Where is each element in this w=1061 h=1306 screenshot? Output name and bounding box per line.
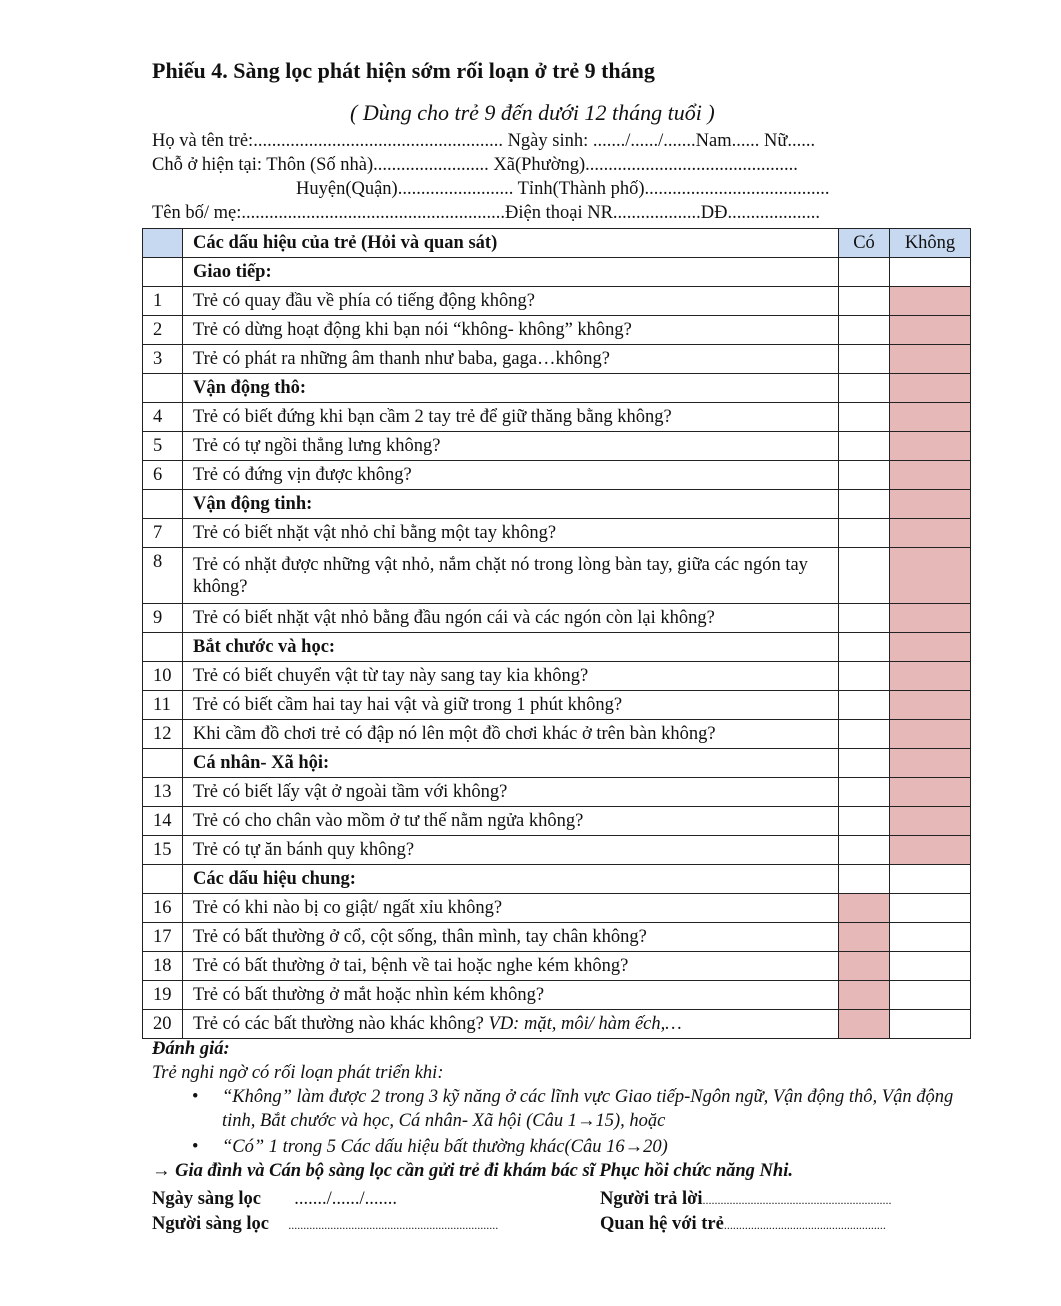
row-question-example: VD: mặt, môi/ hàm ếch,… bbox=[483, 1014, 682, 1034]
header-question: Các dấu hiệu của trẻ (Hỏi và quan sát) bbox=[183, 229, 839, 258]
criteria-text: “Không” làm được 2 trong 3 kỹ năng ở các lĩnh vực Giao tiếp-Ngôn ngữ, Vận động thô, Vận động tinh, Bắt chước và học, Cá nhân- Xã hội (Câu 1→15), hoặc bbox=[222, 1087, 954, 1131]
respondent bbox=[600, 1187, 892, 1212]
district-line[interactable]: Huyện(Quận)......................... Tỉnh(Thành phố)........................................ bbox=[296, 179, 830, 199]
row-question: Trẻ có dừng hoạt động khi bạn nói “không- không” không? bbox=[183, 316, 839, 345]
table-row bbox=[143, 461, 971, 490]
answer-no-cell[interactable] bbox=[890, 461, 971, 490]
row-number: 8 bbox=[143, 548, 183, 604]
answer-no-cell[interactable] bbox=[890, 548, 971, 604]
answer-no-cell[interactable] bbox=[890, 1010, 971, 1039]
category-van-dong-tho: Vận động thô: bbox=[183, 374, 839, 403]
row-question bbox=[183, 1010, 839, 1039]
table-row bbox=[143, 807, 971, 836]
answer-yes-cell[interactable] bbox=[839, 981, 890, 1010]
answer-yes-cell[interactable] bbox=[839, 519, 890, 548]
category-row bbox=[143, 749, 971, 778]
answer-yes-cell[interactable] bbox=[839, 1010, 890, 1039]
answer-no-cell[interactable] bbox=[890, 519, 971, 548]
answer-yes-cell[interactable] bbox=[839, 548, 890, 604]
parent-line[interactable]: Tên bố/ mẹ:.........................................................Điện thoại NR...................DĐ.................... bbox=[152, 203, 821, 223]
table-row bbox=[143, 952, 971, 981]
criteria-item bbox=[192, 1135, 972, 1159]
answer-yes-cell[interactable] bbox=[839, 604, 890, 633]
answer-yes-cell[interactable] bbox=[839, 287, 890, 316]
answer-no-cell[interactable] bbox=[890, 836, 971, 865]
answer-no-cell[interactable] bbox=[890, 287, 971, 316]
row-question: Trẻ có bất thường ở cổ, cột sống, thân mình, tay chân không? bbox=[183, 923, 839, 952]
criteria-item bbox=[192, 1085, 972, 1133]
answer-yes-cell[interactable] bbox=[839, 662, 890, 691]
row-number: 3 bbox=[143, 345, 183, 374]
table-row bbox=[143, 316, 971, 345]
screening-table bbox=[142, 228, 971, 1039]
answer-yes-cell[interactable] bbox=[839, 316, 890, 345]
screening-date-field[interactable]: ......./....../....... bbox=[294, 1189, 397, 1209]
screening-date-label: Ngày sàng lọc bbox=[152, 1189, 261, 1209]
row-number: 15 bbox=[143, 836, 183, 865]
respondent-label: Người trả lời bbox=[600, 1189, 703, 1209]
answer-yes-cell[interactable] bbox=[839, 403, 890, 432]
table-row bbox=[143, 981, 971, 1010]
row-question: Trẻ có biết chuyển vật từ tay này sang tay kia không? bbox=[183, 662, 839, 691]
category-row bbox=[143, 490, 971, 519]
screener bbox=[152, 1212, 498, 1237]
row-number: 2 bbox=[143, 316, 183, 345]
answer-no-cell[interactable] bbox=[890, 894, 971, 923]
category-row bbox=[143, 258, 971, 287]
answer-no-cell[interactable] bbox=[890, 662, 971, 691]
relation-label: Quan hệ với trẻ bbox=[600, 1214, 724, 1234]
answer-no-cell[interactable] bbox=[890, 807, 971, 836]
answer-yes-cell[interactable] bbox=[839, 952, 890, 981]
table-row bbox=[143, 432, 971, 461]
table-row bbox=[143, 778, 971, 807]
table-row bbox=[143, 923, 971, 952]
row-number: 4 bbox=[143, 403, 183, 432]
respondent-field[interactable]: ............................................................... bbox=[702, 1193, 892, 1207]
table-row bbox=[143, 403, 971, 432]
table-row bbox=[143, 894, 971, 923]
header-number-cell bbox=[143, 229, 183, 258]
category-ca-nhan: Cá nhân- Xã hội: bbox=[183, 749, 839, 778]
answer-yes-cell[interactable] bbox=[839, 720, 890, 749]
table-row bbox=[143, 519, 971, 548]
relation-field[interactable]: ...................................................... bbox=[723, 1218, 886, 1232]
category-van-dong-tinh: Vận động tinh: bbox=[183, 490, 839, 519]
row-number: 17 bbox=[143, 923, 183, 952]
table-row bbox=[143, 287, 971, 316]
screening-date bbox=[152, 1187, 397, 1211]
answer-yes-cell[interactable] bbox=[839, 778, 890, 807]
screener-label: Người sàng lọc bbox=[152, 1214, 269, 1234]
row-question: Trẻ có tự ăn bánh quy không? bbox=[183, 836, 839, 865]
child-info-line[interactable]: Họ và tên trẻ:...................................................... Ngày sinh: ......./....../.......Nam...... Nữ...... bbox=[152, 131, 816, 151]
row-question: Trẻ có biết nhặt vật nhỏ bằng đầu ngón cái và các ngón còn lại không? bbox=[183, 604, 839, 633]
relation bbox=[600, 1212, 886, 1237]
answer-no-cell[interactable] bbox=[890, 981, 971, 1010]
answer-yes-cell[interactable] bbox=[839, 836, 890, 865]
row-number: 14 bbox=[143, 807, 183, 836]
row-question-text: Trẻ có các bất thường nào khác không? bbox=[193, 1014, 484, 1034]
row-question: Trẻ có biết nhặt vật nhỏ chỉ bằng một tay không? bbox=[183, 519, 839, 548]
row-number: 20 bbox=[143, 1010, 183, 1039]
answer-no-cell[interactable] bbox=[890, 345, 971, 374]
row-number: 16 bbox=[143, 894, 183, 923]
row-question: Trẻ có phát ra những âm thanh như baba, gaga…không? bbox=[183, 345, 839, 374]
row-question: Trẻ có cho chân vào mồm ở tư thế nằm ngửa không? bbox=[183, 807, 839, 836]
table-row bbox=[143, 548, 971, 604]
row-number: 10 bbox=[143, 662, 183, 691]
row-number: 1 bbox=[143, 287, 183, 316]
criteria-text: “Có” 1 trong 5 Các dấu hiệu bất thường khác(Câu 16→20) bbox=[222, 1137, 668, 1157]
answer-yes-cell[interactable] bbox=[839, 894, 890, 923]
screener-field[interactable]: ...................................................................... bbox=[288, 1218, 499, 1232]
category-row bbox=[143, 633, 971, 662]
header-no: Không bbox=[890, 229, 971, 258]
category-row bbox=[143, 374, 971, 403]
row-number: 19 bbox=[143, 981, 183, 1010]
row-question: Trẻ có đứng vịn được không? bbox=[183, 461, 839, 490]
answer-yes-cell[interactable] bbox=[839, 807, 890, 836]
table-row bbox=[143, 662, 971, 691]
evaluation-section bbox=[152, 1037, 443, 1085]
category-giao-tiep: Giao tiếp: bbox=[183, 258, 839, 287]
row-question: Trẻ có quay đầu về phía có tiếng động không? bbox=[183, 287, 839, 316]
answer-no-cell[interactable] bbox=[890, 403, 971, 432]
category-row bbox=[143, 865, 971, 894]
row-number: 7 bbox=[143, 519, 183, 548]
row-question: Trẻ có nhặt được những vật nhỏ, nắm chặt nó trong lòng bàn tay, giữa các ngón tay không? bbox=[183, 548, 839, 604]
row-question: Trẻ có bất thường ở tai, bệnh về tai hoặc nghe kém không? bbox=[183, 952, 839, 981]
row-question: Trẻ có biết lấy vật ở ngoài tầm với không? bbox=[183, 778, 839, 807]
row-number: 9 bbox=[143, 604, 183, 633]
evaluation-heading: Đánh giá: bbox=[152, 1039, 230, 1059]
row-question: Trẻ có khi nào bị co giật/ ngất xỉu không? bbox=[183, 894, 839, 923]
row-question: Trẻ có tự ngồi thẳng lưng không? bbox=[183, 432, 839, 461]
header-yes: Có bbox=[839, 229, 890, 258]
answer-yes-cell[interactable] bbox=[839, 345, 890, 374]
answer-yes-cell[interactable] bbox=[839, 461, 890, 490]
bullet-icon: • bbox=[192, 1087, 199, 1107]
answer-no-cell[interactable] bbox=[890, 952, 971, 981]
answer-yes-cell[interactable] bbox=[839, 923, 890, 952]
row-question: Trẻ có biết cầm hai tay hai vật và giữ trong 1 phút không? bbox=[183, 691, 839, 720]
row-number: 5 bbox=[143, 432, 183, 461]
row-number: 13 bbox=[143, 778, 183, 807]
answer-no-cell[interactable] bbox=[890, 432, 971, 461]
answer-yes-cell[interactable] bbox=[839, 691, 890, 720]
row-question: Khi cầm đồ chơi trẻ có đập nó lên một đồ chơi khác ở trên bàn không? bbox=[183, 720, 839, 749]
category-bat-chuoc: Bắt chước và học: bbox=[183, 633, 839, 662]
form-title: Phiếu 4. Sàng lọc phát hiện sớm rối loạn ở trẻ 9 tháng bbox=[152, 58, 655, 83]
answer-no-cell[interactable] bbox=[890, 316, 971, 345]
address-line[interactable]: Chỗ ở hiện tại: Thôn (Số nhà)......................... Xã(Phường).............................................. bbox=[152, 155, 798, 175]
referral-conclusion: → Gia đình và Cán bộ sàng lọc cần gửi trẻ đi khám bác sĩ Phục hồi chức năng Nhi. bbox=[152, 1161, 793, 1181]
answer-yes-cell[interactable] bbox=[839, 432, 890, 461]
table-row bbox=[143, 691, 971, 720]
evaluation-intro: Trẻ nghi ngờ có rối loạn phát triển khi: bbox=[152, 1063, 444, 1083]
category-dau-hieu-chung: Các dấu hiệu chung: bbox=[183, 865, 839, 894]
answer-no-cell[interactable] bbox=[890, 604, 971, 633]
table-row bbox=[143, 1010, 971, 1039]
row-number: 11 bbox=[143, 691, 183, 720]
table-header-row bbox=[143, 229, 971, 258]
row-number: 12 bbox=[143, 720, 183, 749]
table-row bbox=[143, 604, 971, 633]
answer-no-cell[interactable] bbox=[890, 720, 971, 749]
evaluation-criteria bbox=[192, 1085, 972, 1161]
row-question: Trẻ có biết đứng khi bạn cầm 2 tay trẻ để giữ thăng bằng không? bbox=[183, 403, 839, 432]
table-row bbox=[143, 345, 971, 374]
row-number: 18 bbox=[143, 952, 183, 981]
form-subtitle: ( Dùng cho trẻ 9 đến dưới 12 tháng tuổi ) bbox=[350, 100, 715, 125]
answer-no-cell[interactable] bbox=[890, 923, 971, 952]
answer-no-cell[interactable] bbox=[890, 778, 971, 807]
bullet-icon: • bbox=[192, 1137, 199, 1157]
table-row bbox=[143, 836, 971, 865]
answer-no-cell[interactable] bbox=[890, 691, 971, 720]
row-question: Trẻ có bất thường ở mắt hoặc nhìn kém không? bbox=[183, 981, 839, 1010]
row-number: 6 bbox=[143, 461, 183, 490]
table-row bbox=[143, 720, 971, 749]
